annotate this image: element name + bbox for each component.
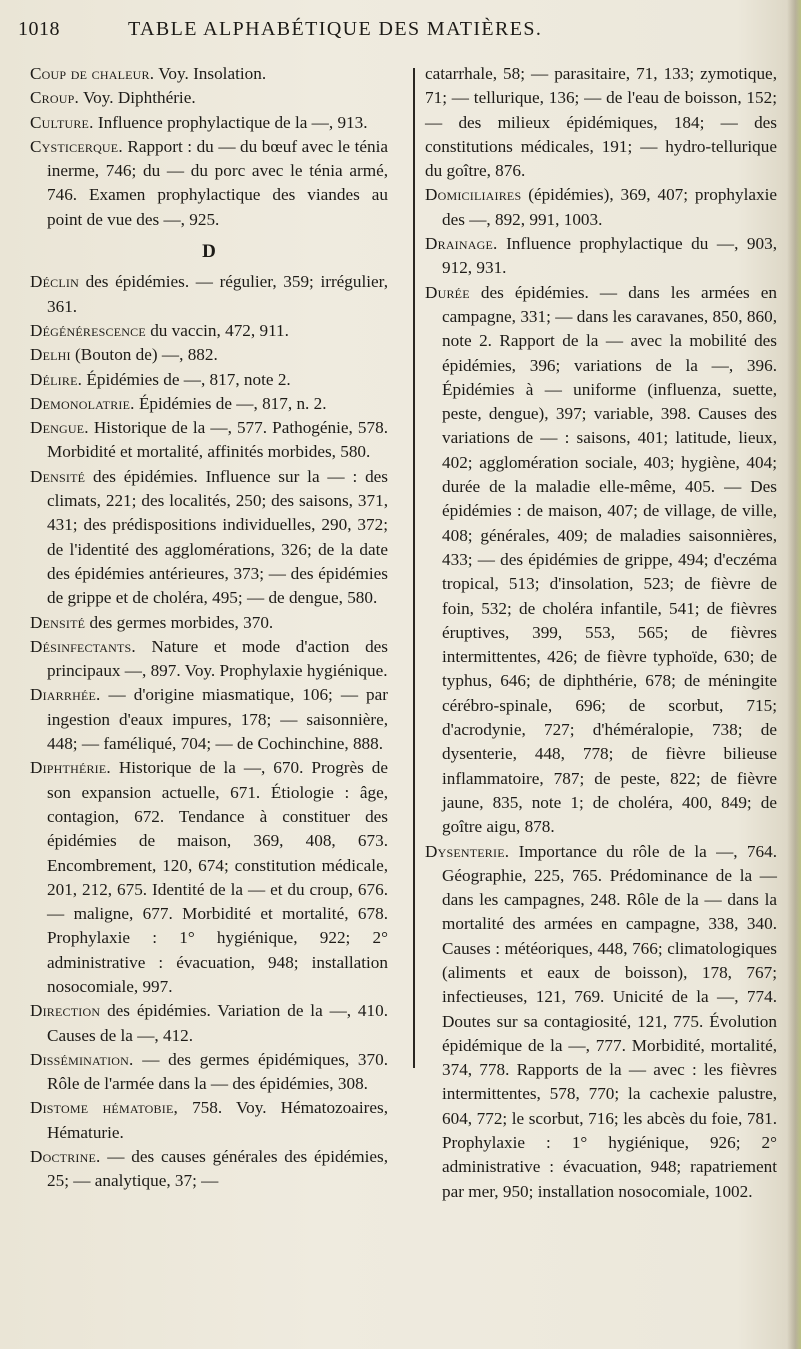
page-number: 1018 bbox=[18, 18, 60, 40]
entry-term: Delhi bbox=[30, 345, 71, 365]
index-entry bbox=[30, 999, 388, 1048]
entry-term: Culture. bbox=[30, 112, 94, 132]
entry-term: Diarrhée. bbox=[30, 685, 101, 705]
index-entry bbox=[30, 270, 388, 319]
entry-text: (Bouton de) —, 882. bbox=[70, 345, 218, 365]
index-entry bbox=[30, 111, 388, 135]
entry-term: Coup de chaleur. bbox=[30, 64, 155, 83]
index-entry bbox=[30, 319, 388, 343]
entry-term: Désinfectants. bbox=[30, 636, 136, 656]
index-entry bbox=[30, 683, 388, 756]
index-entry bbox=[30, 635, 388, 684]
index-entry bbox=[30, 392, 388, 416]
entry-term: Doctrine. bbox=[30, 1147, 101, 1167]
index-entry bbox=[30, 62, 388, 86]
entry-term: Densité bbox=[30, 612, 86, 632]
index-entry bbox=[30, 86, 388, 110]
right-column bbox=[425, 62, 777, 1204]
index-entry bbox=[30, 135, 388, 232]
index-entry bbox=[425, 232, 777, 281]
entry-text: (épidémies), 369, 407; prophylaxie des —, 892, 991, 1003. bbox=[442, 185, 777, 229]
entry-text: Voy. Diphthérie. bbox=[78, 88, 196, 108]
entry-term: Diphthérie. bbox=[30, 758, 111, 778]
entry-text: Voy. Insolation. bbox=[154, 64, 267, 83]
entry-text: Historique de la —, 577. Pathogénie, 578. Morbidité et mortalité, affinités morbides, 580. bbox=[47, 418, 388, 462]
entry-text: 758. Voy. Hématozoaires, Hématurie. bbox=[47, 1098, 389, 1142]
entry-term: Densité bbox=[30, 466, 86, 486]
entry-term: Drainage. bbox=[425, 234, 498, 254]
continued-entry-text: catarrhale, 58; — parasitaire, 71, 133; zymotique, 71; — tellurique, 136; — de l'eau de boisson, 152; — des milieux épidémiques, 184; — des constitutions médicales, 191; — hydro-tellurique du goître, 876. bbox=[425, 64, 777, 181]
entry-term: Déclin bbox=[30, 272, 79, 292]
entry-text: Influence prophylactique du —, 903, 912, 931. bbox=[442, 234, 777, 278]
section-letter: D bbox=[202, 241, 216, 263]
entry-term: Direction bbox=[30, 1001, 101, 1021]
entry-text: des épidémies. Variation de la —, 410. Causes de la —, 412. bbox=[47, 1001, 388, 1045]
running-title: TABLE ALPHABÉTIQUE DES MATIÈRES. bbox=[128, 18, 543, 40]
entry-text: Épidémies de —, 817, n. 2. bbox=[134, 393, 327, 413]
index-entry bbox=[30, 756, 388, 999]
index-entry bbox=[30, 416, 388, 465]
index-entry bbox=[425, 183, 777, 232]
entry-term: Dengue. bbox=[30, 418, 89, 438]
entry-text: Importance du rôle de la —, 764. Géographie, 225, 765. Prédominance de la — dans les campagnes, 248. Rôle de la — dans la mortalité des armées en campagne, 338, 340. Causes : météoriques, 448, 766; climatologiques (aliments et eaux de boisson), 178, 767; infectieuses, 121, 769. Unicité de la —, 774. Doutes sur sa contagiosité, 121, 775. Évolution épidémique de la —, 777. Morbidité, mortalité, 374, 778. Rapports de la — avec : les fièvres intermittentes, 578, 770; la cachexie palustre, 604, 772; le scorbut, 716; les abcès du foie, 781. Prophylaxie : 1° hygiénique, 926; 2° administrative : évacuation, 948; rapatriement par mer, 950; installation nosocomiale, 1002. bbox=[442, 841, 777, 1201]
entry-term: Cysticerque. bbox=[30, 136, 123, 156]
entry-term: Délire. bbox=[30, 369, 83, 389]
entry-text: des germes morbides, 370. bbox=[85, 612, 274, 632]
index-entry bbox=[30, 611, 388, 635]
index-entry bbox=[425, 840, 777, 1204]
entry-term: Domiciliaires bbox=[425, 185, 522, 205]
entry-text: Historique de la —, 670. Progrès de son expansion actuelle, 671. Étiologie : âge, contagion, 672. Tendance à constituer des épidémies de maison, 369, 408, 673. Encombrement, 120, 674; constitution médicale, 201, 212, 675. Identité de la — et du croup, 676. — maligne, 677. Morbidité et mortalité, 678. Prophylaxie : 1° hygiénique, 922; 2° administrative : évacuation, 948; installation nosocomiale, 997. bbox=[47, 758, 388, 996]
index-entry bbox=[30, 368, 388, 392]
entry-term: Dégénérescence bbox=[30, 320, 146, 340]
entry-term: Dysenterie. bbox=[425, 841, 510, 861]
entry-term: Dissémination. bbox=[30, 1049, 134, 1069]
entry-text: des épidémies. — dans les armées en campagne, 331; — dans les caravanes, 850, 860, note 2. Rapport de la — avec la mobilité des épidémies, 396; variations de la —, 396. Épidémies à — uniforme (influenza, suette, peste, dengue), 397; variable, 398. Causes des variations de — : saisons, 401; latitude, lieux, 402; agglomération sociale, 403; hygiène, 404; durée de la maladie elle-même, 405. — Des épidémies : de maison, 407; de village, de ville, 408; générales, 409; de maladies saisonnières, 433; — des épidémies de grippe, 494; d'eczéma tropical, 513; d'insolation, 523; de fièvre de foin, 532; de choléra infantile, 541; de fièvres éruptives, 399, 553, 565; de fièvres intermittentes, 426; de fièvre typhoïde, 630; de typhus, 646; de diphthérie, 678; de méningite cérébro-spinale, 696; de scorbut, 715; d'acrodynie, 727; d'héméralopie, 738; de dysenterie, 448, 778; de fièvre bilieuse inflammatoire, 787; de peste, 822; de fièvre jaune, 835, note 1; de choléra, 400, 849; de goître aigu, 878. bbox=[442, 282, 777, 837]
entry-text: Influence prophylactique de la —, 913. bbox=[93, 112, 368, 132]
entry-text: — des germes épidémiques, 370. Rôle de l'armée dans la — des épidémies, 308. bbox=[47, 1049, 388, 1094]
index-entry bbox=[30, 1048, 388, 1097]
entry-text: des épidémies. — régulier, 359; irrégulier, 361. bbox=[47, 272, 388, 316]
entry-text: Rapport : du — du bœuf avec le ténia inerme, 746; du — du porc avec le ténia armé, 746. Examen prophylactique des viandes au point de vue des —, 925. bbox=[47, 136, 388, 229]
index-entry bbox=[425, 281, 777, 840]
entry-text: — des causes générales des épidémies, 25; — analytique, 37; — bbox=[47, 1147, 388, 1191]
entry-text: — d'origine miasmatique, 106; — par ingestion d'eaux impures, 178; — saisonnière, 448; — faméliqué, 704; — de Cochinchine, 888. bbox=[47, 685, 388, 754]
entry-text: du vaccin, 472, 911. bbox=[145, 320, 289, 340]
left-column bbox=[30, 62, 388, 1194]
entry-text: Nature et mode d'action des principaux —, 897. Voy. Prophylaxie hygiénique. bbox=[47, 636, 388, 681]
index-entry bbox=[30, 1145, 388, 1194]
entry-text: Épidémies de —, 817, note 2. bbox=[82, 369, 291, 389]
entry-term: Distome hématobie, bbox=[30, 1098, 178, 1118]
entry-term: Demonolatrie. bbox=[30, 393, 135, 413]
entry-term: Croup. bbox=[30, 88, 79, 108]
page-edge-shadow bbox=[787, 0, 801, 1349]
entry-term: Durée bbox=[425, 282, 470, 302]
column-divider bbox=[413, 68, 415, 1068]
index-entry bbox=[30, 465, 388, 611]
entry-text: des épidémies. Influence sur la — : des climats, 221; des localités, 250; des saisons, 371, 431; des prédispositions individuelles, 290, 372; de l'identité des agglomérations, 326; de la date des épidémies antérieures, 373; — des épidémies de grippe et de choléra, 495; — de dengue, 580. bbox=[47, 466, 388, 608]
index-entry bbox=[30, 1096, 388, 1145]
index-entry bbox=[30, 343, 388, 367]
page-header bbox=[18, 14, 768, 48]
